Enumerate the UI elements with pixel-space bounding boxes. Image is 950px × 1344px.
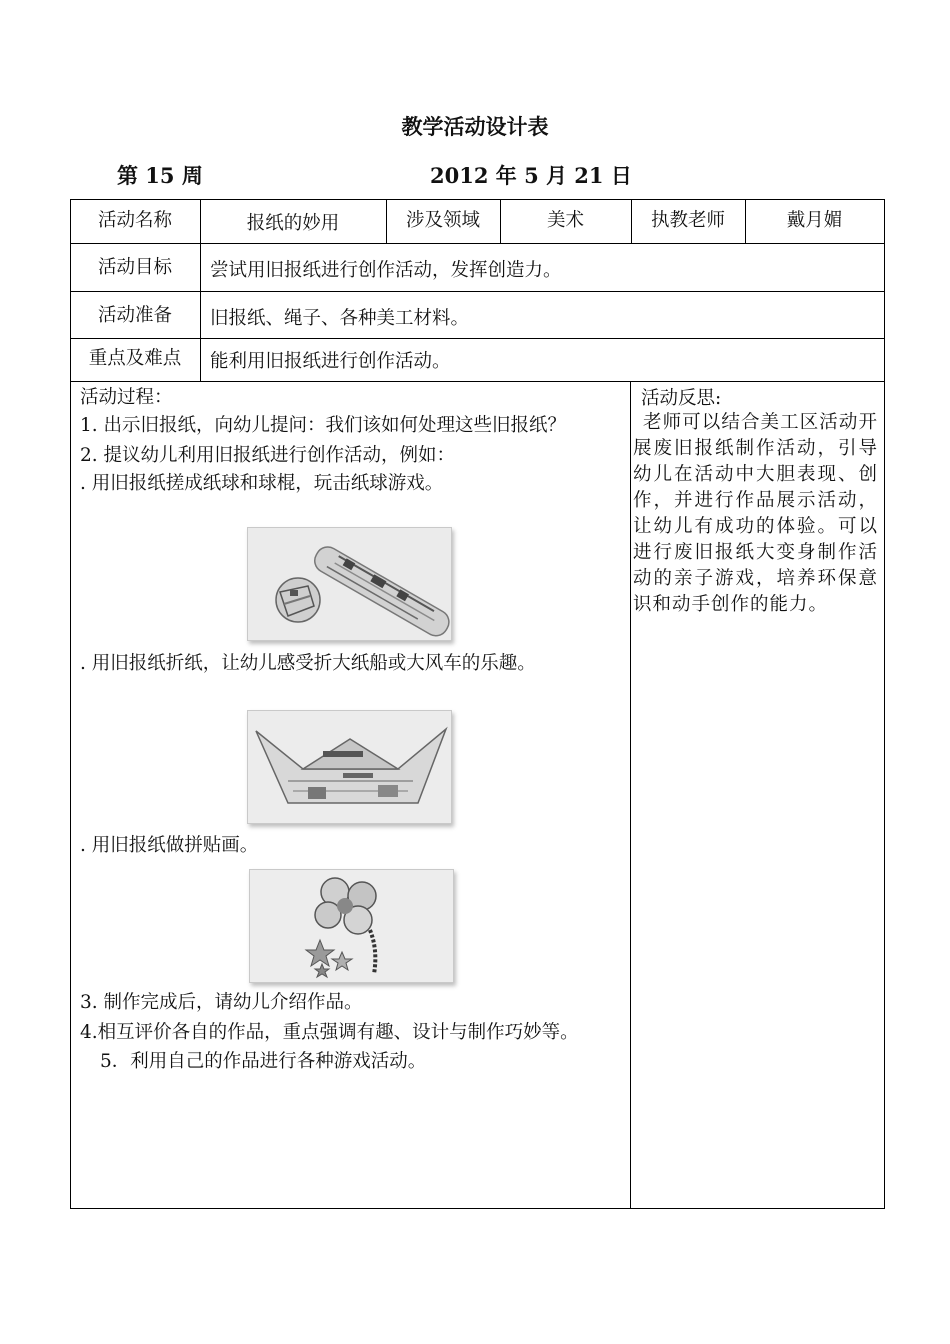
teacher-value: 戴月媚 (786, 210, 843, 231)
reflection-heading: 活动反思: (641, 388, 722, 409)
row-divider (70, 338, 885, 339)
paper-boat-photo (247, 710, 452, 824)
reflection-body: 老师可以结合美工区活动开展废旧报纸制作活动，引导幼儿在活动中大胆表现、创作，并进行作品展示活动，让幼儿有成功的体验。可以进行废旧报纸大变身制作活动的亲子游戏，培养环保意识和动手创作的能力。 (633, 412, 878, 615)
process-step-3: 3. 制作完成后，请幼儿介绍作品。 (80, 992, 363, 1013)
teacher-label: 执教老师 (650, 210, 725, 231)
table-border-right (884, 199, 885, 1209)
collage-photo (249, 869, 454, 983)
key-label: 重点及难点 (88, 348, 182, 369)
paper-ball-photo (247, 527, 452, 641)
domain-label: 涉及领域 (405, 210, 480, 231)
page-title: 教学活动设计表 (401, 114, 549, 139)
process-sub-2: . 用旧报纸折纸，让幼儿感受折大纸船或大风车的乐趣。 (80, 653, 536, 674)
domain-value: 美术 (546, 210, 584, 231)
row-divider (70, 243, 885, 244)
prep-value: 旧报纸、绳子、各种美工材料。 (210, 308, 470, 329)
process-sub-3: . 用旧报纸做拼贴画。 (80, 835, 259, 856)
row-divider (70, 381, 885, 382)
activity-process (80, 386, 625, 496)
table-border-bottom (70, 1208, 885, 1209)
activity-reflection (633, 386, 878, 618)
process-tail (80, 991, 625, 1074)
process-step-4: 4.相互评价各自的作品，重点强调有趣、设计与制作巧妙等。 (80, 1022, 579, 1043)
week-label: 第 15 周 (117, 163, 203, 188)
prep-label: 活动准备 (97, 305, 172, 326)
activity-name-value: 报纸的妙用 (246, 213, 340, 234)
process-sub-1: . 用旧报纸搓成纸球和球棍，玩击纸球游戏。 (80, 473, 444, 494)
activity-name-label: 活动名称 (97, 210, 172, 231)
date-label: 2012 年 5 月 21 日 (430, 163, 632, 188)
goal-value: 尝试用旧报纸进行创作活动，发挥创造力。 (210, 260, 562, 281)
process-sub-2-wrap (80, 652, 625, 676)
process-sub-3-wrap (80, 834, 625, 858)
goal-label: 活动目标 (97, 257, 172, 278)
table-border-top (70, 199, 885, 200)
row-divider (70, 291, 885, 292)
key-value: 能利用旧报纸进行创作活动。 (210, 351, 451, 372)
col-divider (630, 381, 631, 1209)
process-heading: 活动过程： (80, 387, 173, 408)
process-step-2: 2. 提议幼儿利用旧报纸进行创作活动，例如： (80, 445, 456, 466)
process-step-1: 1. 出示旧报纸，向幼儿提问：我们该如何处理这些旧报纸？ (80, 415, 567, 436)
process-step-5: 5．利用自己的作品进行各种游戏活动。 (100, 1051, 427, 1072)
